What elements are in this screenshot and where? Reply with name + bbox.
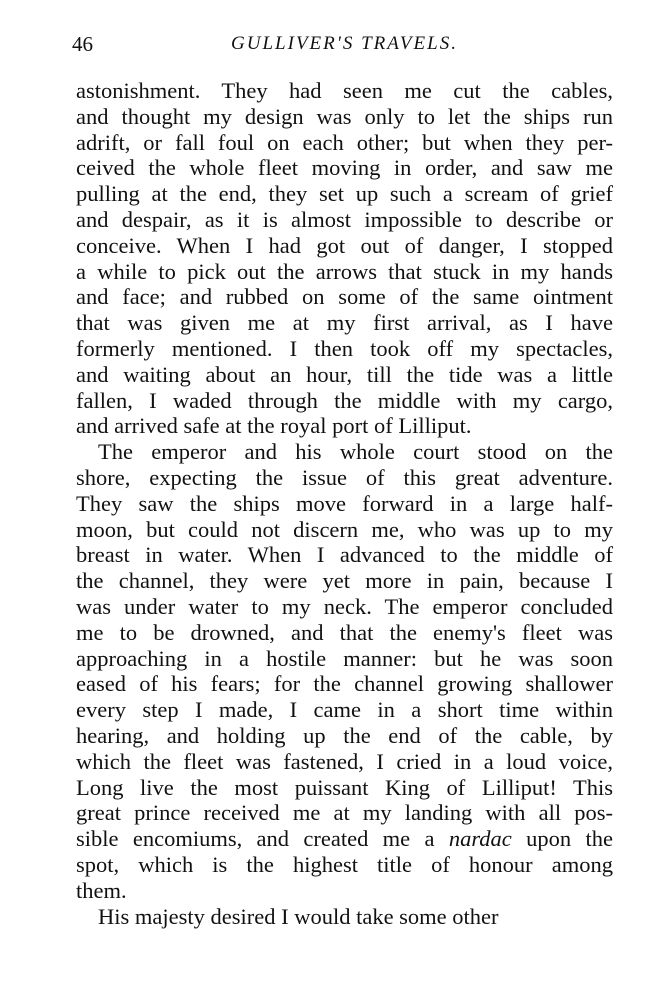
text-line: eased of his fears; for the channel growing shallower [76,671,613,697]
text-line: that was given me at my first arrival, as I have [76,310,613,336]
text-line: conceive. When I had got out of danger, I stopped [76,232,613,258]
text-line: and waiting about an hour, till the tide was a little [76,361,613,387]
text-line: formerly mentioned. I then took off my spectacles, [76,335,613,361]
text-line: astonishment. They had seen me cut the cables, [76,78,613,103]
text-line: every step I made, I came in a short time within [76,697,613,723]
text-line: and arrived safe at the royal port of Lilliput. [76,413,472,439]
text-segment: sible encomiums, and created me a [76,826,435,852]
text-line: was under water to my neck. The emperor concluded [76,593,613,619]
paragraph [76,78,613,439]
page-header [72,32,617,62]
text-line: hearing, and holding up the end of the cable, by [76,722,613,748]
text-line: fallen, I waded through the middle with my cargo, [76,387,613,413]
text-segment: upon the [526,826,613,852]
text-line: moon, but could not discern me, who was up to my [76,516,613,542]
text-line: great prince received me at my landing with all pos- [76,800,613,826]
text-line: the channel, they were yet more in pain, because I [76,568,613,594]
body-text [76,78,613,929]
page-number: 46 [72,32,93,56]
text-line: The emperor and his whole court stood on the [98,439,613,465]
text-line: ceived the whole fleet moving in order, and saw me [76,155,613,181]
text-line: They saw the ships move forward in a large half- [76,490,613,516]
text-line: His majesty desired I would take some other [98,903,499,929]
text-line: a while to pick out the arrows that stuck in my hands [76,258,613,284]
paragraph [76,439,613,903]
text-line: me to be drowned, and that the enemy's fleet was [76,619,613,645]
text-line: shore, expecting the issue of this great adventure. [76,464,613,490]
text-line: approaching in a hostile manner: but he was soon [76,645,613,671]
text-line: Long live the most puissant King of Lilliput! This [76,774,613,800]
running-title: GULLIVER'S TRAVELS. [231,33,458,54]
text-line: and thought my design was only to let the ships run [76,103,613,129]
text-line-with-italic [76,826,613,852]
text-line: which the fleet was fastened, I cried in a loud voice, [76,748,613,774]
paragraph [76,904,613,930]
text-line: spot, which is the highest title of honour among [76,851,613,877]
text-line: and face; and rubbed on some of the same ointment [76,284,613,310]
text-line: and despair, as it is almost impossible to describe or [76,206,613,232]
text-line: adrift, or fall foul on each other; but when they per- [76,129,613,155]
italic-term: nardac [448,826,512,852]
text-line: them. [76,877,127,903]
text-line: breast in water. When I advanced to the middle of [76,542,613,568]
text-line: pulling at the end, they set up such a scream of grief [76,181,613,207]
